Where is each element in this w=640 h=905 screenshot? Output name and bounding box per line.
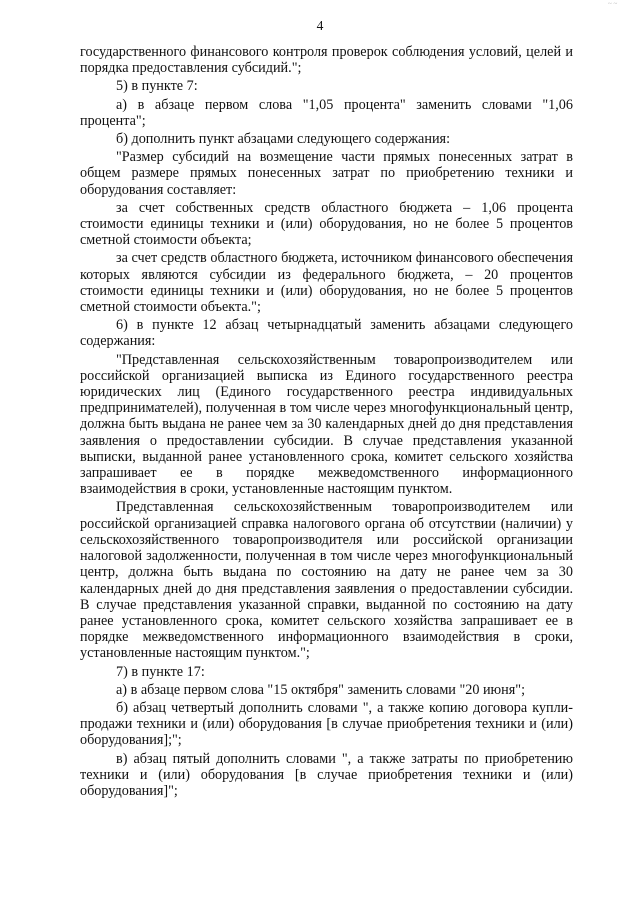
paragraph-continuation: государственного финансового контроля проверок соблюдения условий, целей и порядка предоставления субсидий."; xyxy=(80,44,573,77)
scan-corner-mark: ~ ~ xyxy=(608,0,618,8)
paragraph-subsidy-size: "Размер субсидий на возмещение части прямых понесенных затрат в общем размере прямых понесенных затрат по приобретению техники и оборудования составляет: xyxy=(80,149,573,198)
paragraph-item-7a: а) в абзаце первом слова "15 октября" заменить словами "20 июня"; xyxy=(116,681,526,698)
paragraph-item-6: 6) в пункте 12 абзац четырнадцатый заменить абзацами следующего содержания: xyxy=(80,317,573,350)
paragraph-item-7v: в) абзац пятый дополнить словами ", а также затраты по приобретению техники и (или) оборудования [в случае приобретения техники и (или) оборудования]"; xyxy=(80,750,573,799)
paragraph-federal-funds: за счет средств областного бюджета, источником финансового обеспечения которых являются субсидии из федерального бюджета, – 20 процентов стоимости единицы техники и (или) оборудования, но не более 5 процентов сметной стоимости объекта."; xyxy=(80,250,573,316)
document-body xyxy=(80,44,573,799)
paragraph-item-7: 7) в пункте 17: xyxy=(116,663,205,680)
paragraph-registry-extract: "Представленная сельскохозяйственным товаропроизводителем или российской организацией выписка из Единого государственного реестра юридических лиц (Единого государственного реестра индивидуальных предпринимателей), полученная в том числе через многофункциональный центр, должна быть выдана не ранее чем за 30 календарных дней до дня представления заявления о предоставлении субсидии. В случае представления указанной выписки, выданной ранее установленного срока, комитет сельского хозяйства запрашивает ее в порядке межведомственного информационного взаимодействия в сроки, установленные настоящим пунктом. xyxy=(80,351,573,498)
paragraph-item-5: 5) в пункте 7: xyxy=(116,78,198,95)
page-number: 4 xyxy=(316,18,324,33)
paragraph-item-5b: б) дополнить пункт абзацами следующего содержания: xyxy=(116,131,451,148)
paragraph-own-funds: за счет собственных средств областного бюджета – 1,06 процента стоимости единицы техники и (или) оборудования, но не более 5 процентов сметной стоимости объекта; xyxy=(80,199,573,249)
paragraph-item-5a: а) в абзаце первом слова "1,05 процента" заменить словами "1,06 процента"; xyxy=(80,96,573,129)
paragraph-tax-certificate: Представленная сельскохозяйственным товаропроизводителем или российской организацией справка налогового органа об отсутствии (наличии) у сельскохозяйственного товаропроизводителя или российской организации налоговой задолженности, полученная в том числе через многофункциональный центр, должна быть выдана по состоянию на дату не ранее чем за 30 календарных дней до дня представления заявления о предоставлении субсидии. В случае представления указанной справки, выданной по состоянию на дату ранее установленного срока, комитет сельского хозяйства запрашивает ее в порядке межведомственного информационного взаимодействия в сроки, установленные настоящим пунктом."; xyxy=(80,499,573,662)
paragraph-item-7b: б) абзац четвертый дополнить словами ", а также копию договора купли-продажи техники и (или) оборудования [в случае приобретения техники и (или) оборудования];"; xyxy=(80,699,573,749)
